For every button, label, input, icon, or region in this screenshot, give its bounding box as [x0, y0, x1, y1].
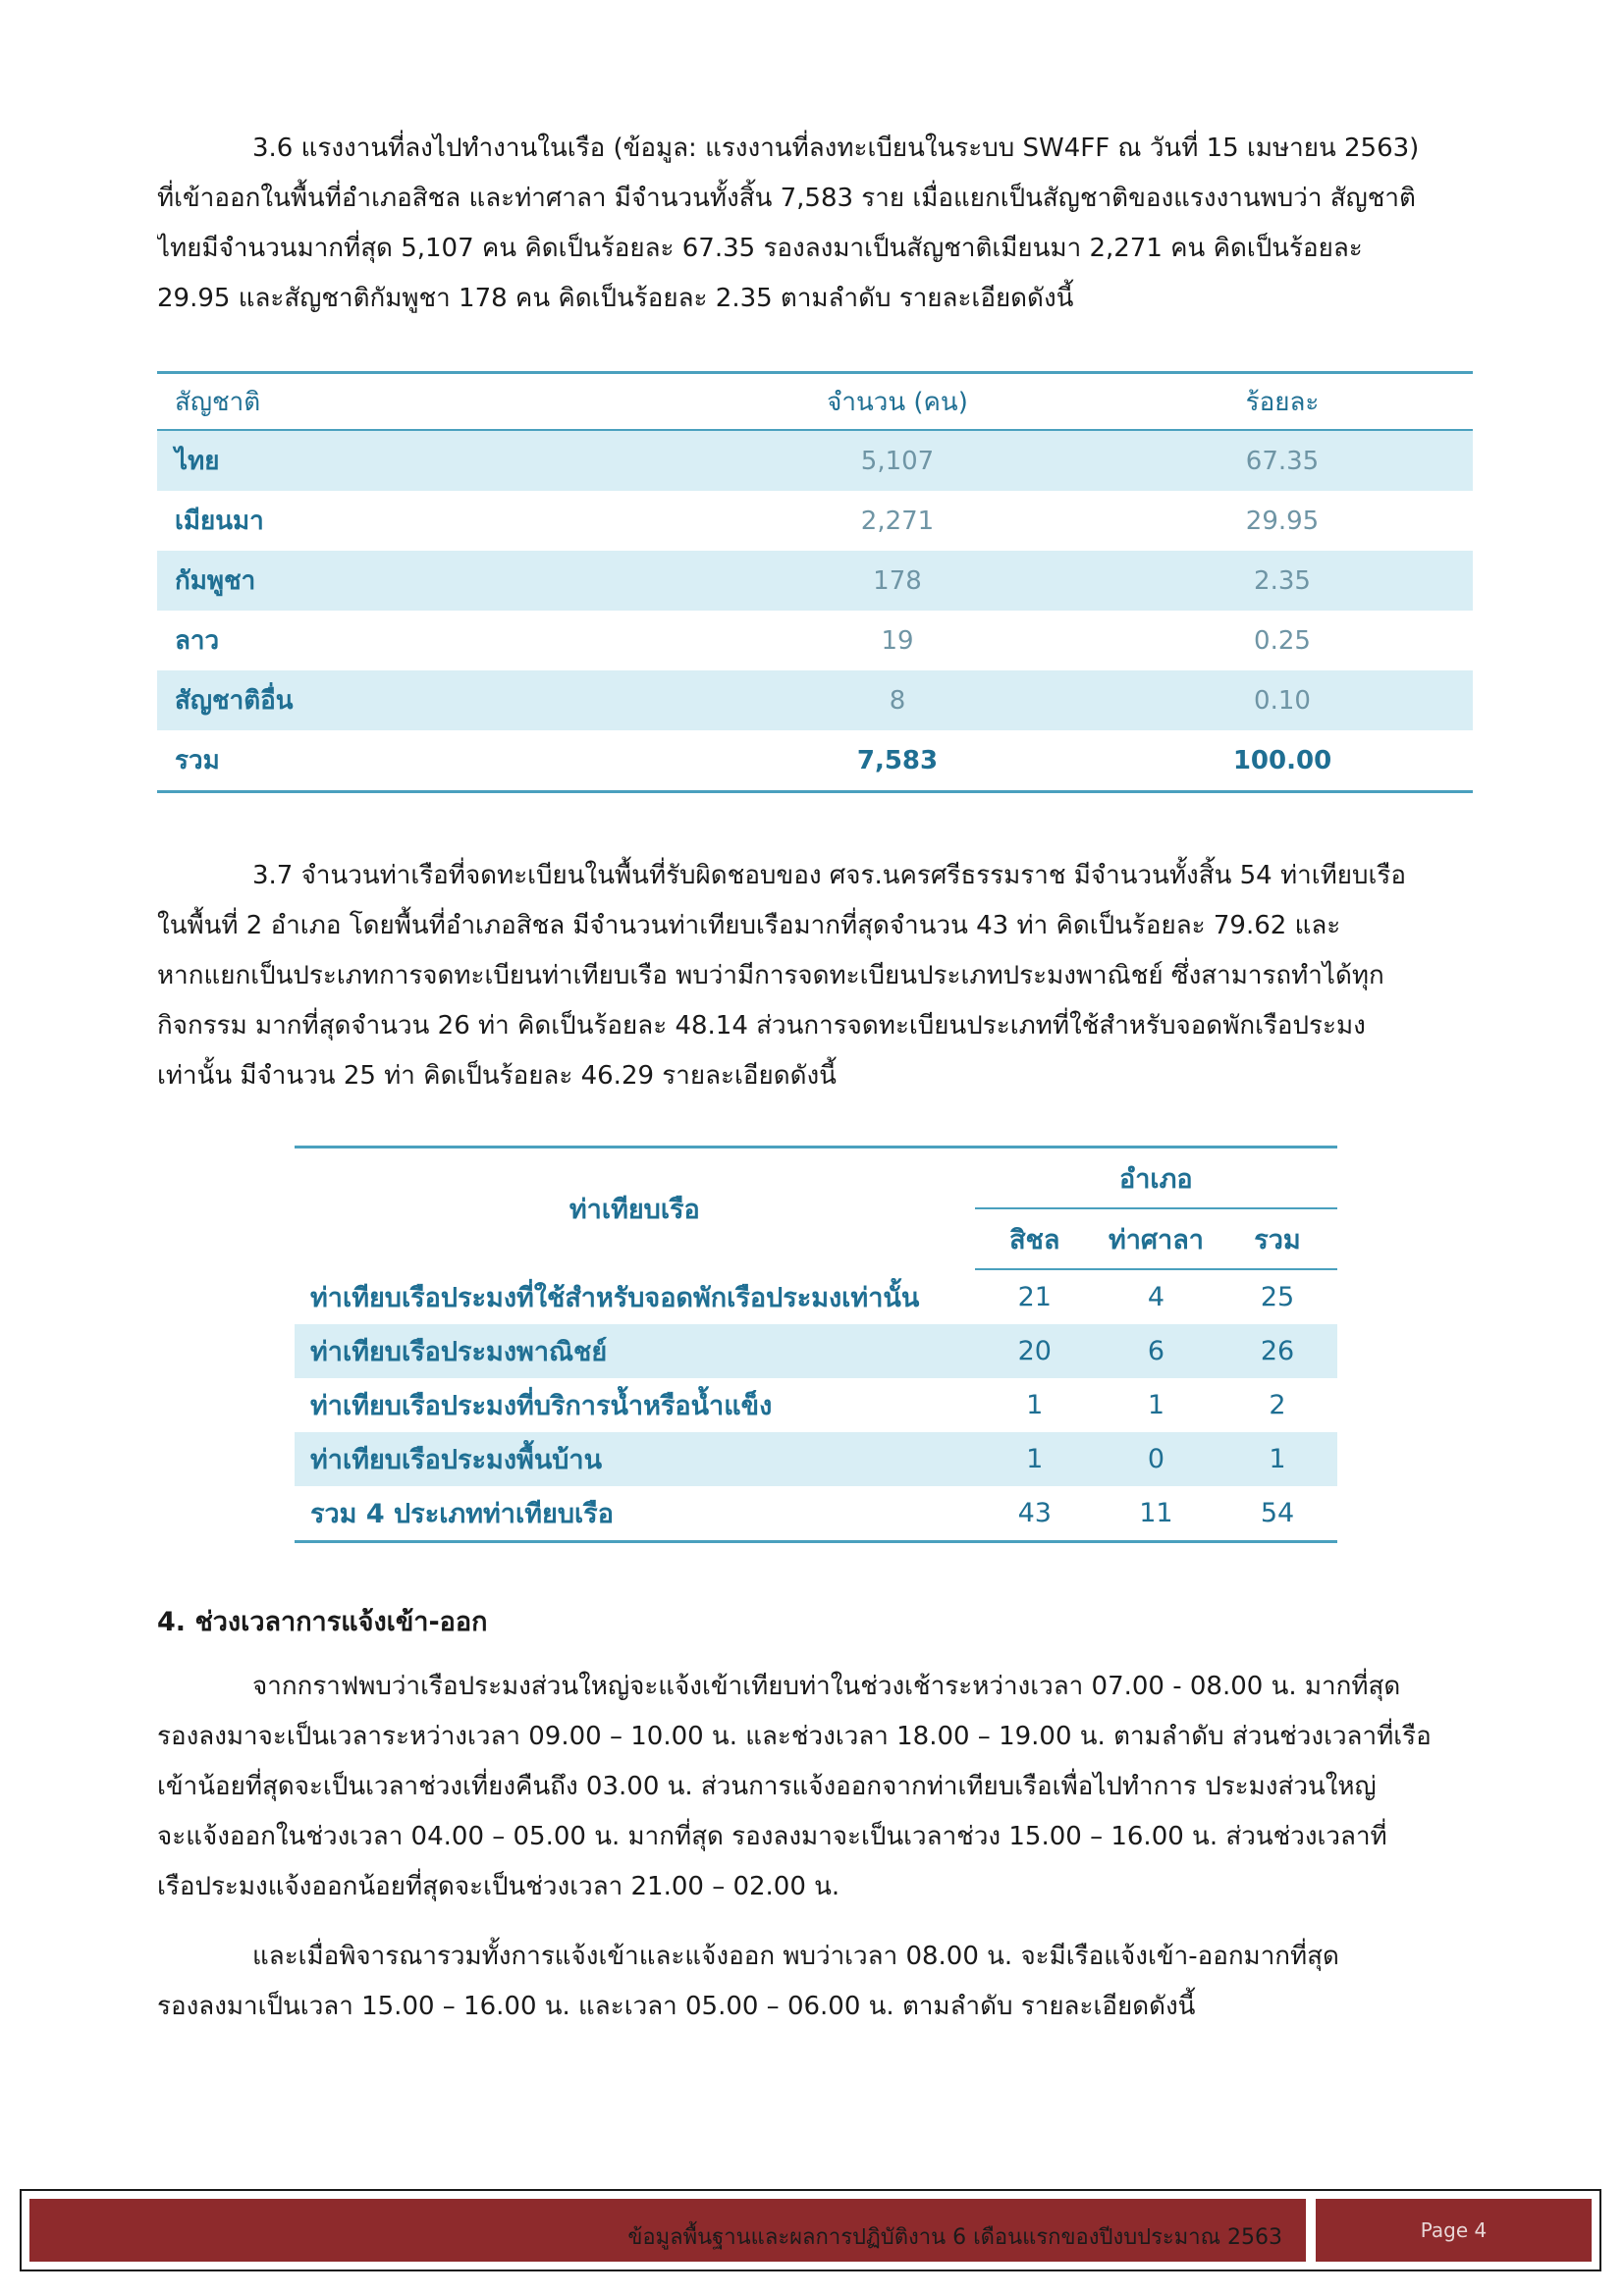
- table-row: [295, 1378, 1337, 1432]
- text-line: 3.6 แรงงานที่ลงไปทำงานในเรือ (ข้อมูล: แรงงานที่ลงทะเบียนในระบบ SW4FF ณ วันที่ 15 เมษายน 2563): [252, 133, 1420, 163]
- total-cell: 1: [1218, 1432, 1337, 1486]
- thasala-cell: 6: [1095, 1324, 1218, 1378]
- footer-title: ข้อมูลพื้นฐานและผลการปฏิบัติงาน 6 เดือนแรกของปีงบประมาณ 2563: [627, 2225, 1282, 2250]
- paragraph-3-7: [157, 851, 1473, 1101]
- text-line: 3.7 จำนวนท่าเรือที่จดทะเบียนในพื้นที่รับผิดชอบของ ศจร.นครศรีธรรมราช มีจำนวนทั้งสิ้น 54 ท่าเทียบเรือ: [252, 861, 1406, 890]
- table-total-row: [157, 730, 1473, 792]
- sichon-cell: 1: [1026, 1390, 1044, 1420]
- total-percent: 100.00: [1092, 730, 1473, 792]
- table-header-row: [157, 373, 1473, 431]
- pier-type-cell: รวม 4 ประเภทท่าเทียบเรือ: [295, 1486, 975, 1542]
- thasala-cell: 1: [1147, 1390, 1165, 1420]
- text-line: จะแจ้งออกในช่วงเวลา 04.00 – 05.00 น. มากที่สุด รองลงมาจะเป็นเวลาช่วง 15.00 – 16.00 น. ส่วนช่วงเวลาที่: [157, 1822, 1387, 1851]
- text-line: ในพื้นที่ 2 อำเภอ โดยพื้นที่อำเภอสิชล มีจำนวนท่าเทียบเรือมากที่สุดจำนวน 43 ท่า คิดเป็นร้อยละ 79.62 และ: [157, 911, 1341, 940]
- pier-type-cell: ท่าเทียบเรือประมงที่ใช้สำหรับจอดพักเรือประมงเท่านั้น: [310, 1282, 920, 1313]
- footer-banner: [29, 2199, 1306, 2262]
- percent-cell: 0.10: [1092, 670, 1473, 730]
- paragraph-3-6: [157, 124, 1473, 324]
- nationality-table: [157, 371, 1473, 793]
- pier-type-cell: ท่าเทียบเรือประมงพาณิชย์: [295, 1324, 975, 1378]
- footer-page-box: [1316, 2199, 1592, 2262]
- page-number: Page 4: [1420, 2218, 1488, 2242]
- nationality-cell: ไทย: [157, 430, 703, 491]
- text-line: 29.95 และสัญชาติกัมพูชา 178 คน คิดเป็นร้อยละ 2.35 ตามลำดับ รายละเอียดดังนี้: [157, 284, 1074, 313]
- sichon-cell: 20: [975, 1324, 1095, 1378]
- table-row: [295, 1269, 1337, 1324]
- table-row: [157, 551, 1473, 611]
- sichon-cell: 1: [975, 1432, 1095, 1486]
- table-row: [157, 430, 1473, 491]
- text-line: รองลงมาจะเป็นเวลาระหว่างเวลา 09.00 – 10.00 น. และช่วงเวลา 18.00 – 19.00 น. ตามลำดับ ส่วนช่วงเวลาที่เรือ: [157, 1722, 1432, 1751]
- total-count: 7,583: [703, 730, 1092, 792]
- count-cell: 5,107: [703, 430, 1092, 491]
- text-line: เรือประมงแจ้งออกน้อยที่สุดจะเป็นช่วงเวลา 21.00 – 02.00 น.: [157, 1872, 840, 1901]
- total-label: รวม: [157, 730, 703, 792]
- table-total-row: [295, 1486, 1337, 1542]
- text-line: ไทยมีจำนวนมากที่สุด 5,107 คน คิดเป็นร้อยละ 67.35 รองลงมาเป็นสัญชาติเมียนมา 2,271 คน คิดเป็นร้อยละ: [157, 234, 1363, 263]
- text-line: เข้าน้อยที่สุดจะเป็นเวลาช่วงเที่ยงคืนถึง 03.00 น. ส่วนการแจ้งออกจากท่าเทียบเรือเพื่อไปทำการ ประมงส่วนใหญ่: [157, 1772, 1377, 1801]
- nationality-cell: เมียนมา: [175, 507, 264, 536]
- column-header-total: รวม: [1218, 1208, 1337, 1269]
- text-line: หากแยกเป็นประเภทการจดทะเบียนท่าเทียบเรือ พบว่ามีการจดทะเบียนประเภทประมงพาณิชย์ ซึ่งสามารถทำได้ทุก: [157, 961, 1384, 990]
- text-line: เท่านั้น มีจำนวน 25 ท่า คิดเป็นร้อยละ 46.29 รายละเอียดดังนี้: [157, 1061, 837, 1091]
- nationality-cell: ลาว: [175, 626, 220, 656]
- text-line: ที่เข้าออกในพื้นที่อำเภอสิชล และท่าศาลา มีจำนวนทั้งสิ้น 7,583 ราย เมื่อแยกเป็นสัญชาติของแรงงานพบว่า สัญชาติ: [157, 184, 1416, 213]
- total-cell: 26: [1218, 1324, 1337, 1378]
- count-cell: 8: [703, 670, 1092, 730]
- total-cell: 25: [1260, 1282, 1295, 1312]
- total-cell: 2: [1269, 1390, 1286, 1420]
- table-row: [295, 1432, 1337, 1486]
- percent-cell: 2.35: [1092, 551, 1473, 611]
- pier-type-cell: ท่าเทียบเรือประมงที่บริการน้ำหรือน้ำแข็ง: [310, 1391, 773, 1421]
- thasala-cell: 11: [1095, 1486, 1218, 1542]
- column-header-nationality: สัญชาติ: [157, 373, 703, 431]
- text-line: จากกราฟพบว่าเรือประมงส่วนใหญ่จะแจ้งเข้าเทียบท่าในช่วงเช้าระหว่างเวลา 07.00 - 08.00 น. มากที่สุด: [252, 1672, 1401, 1701]
- text-line: รองลงมาเป็นเวลา 15.00 – 16.00 น. และเวลา 05.00 – 06.00 น. ตามลำดับ รายละเอียดดังนี้: [157, 1992, 1196, 2021]
- sichon-cell: 43: [975, 1486, 1095, 1542]
- table-header-row: [295, 1148, 1337, 1209]
- nationality-cell: สัญชาติอื่น: [157, 670, 703, 730]
- thasala-cell: 4: [1147, 1282, 1165, 1312]
- table-row: [157, 611, 1473, 670]
- count-cell: 19: [881, 625, 914, 656]
- column-header-percent: ร้อยละ: [1092, 373, 1473, 431]
- section-heading: 4. ช่วงเวลาการแจ้งเข้า-ออก: [157, 1607, 488, 1637]
- sichon-cell: 21: [1017, 1282, 1052, 1312]
- column-header-pier: ท่าเทียบเรือ: [295, 1148, 975, 1270]
- paragraph-4-1: [157, 1662, 1473, 1912]
- table-row: [157, 670, 1473, 730]
- table-row: [157, 491, 1473, 551]
- text-line: กิจกรรม มากที่สุดจำนวน 26 ท่า คิดเป็นร้อยละ 48.14 ส่วนการจดทะเบียนประเภทที่ใช้สำหรับจอดพักเรือประมง: [157, 1011, 1366, 1041]
- total-cell: 54: [1218, 1486, 1337, 1542]
- column-header-thasala: ท่าศาลา: [1095, 1208, 1218, 1269]
- column-header-district: อำเภอ: [975, 1148, 1337, 1209]
- percent-cell: 67.35: [1092, 430, 1473, 491]
- percent-cell: 29.95: [1245, 506, 1320, 536]
- thasala-cell: 0: [1095, 1432, 1218, 1486]
- count-cell: 178: [703, 551, 1092, 611]
- column-header-sichon: สิชล: [975, 1208, 1095, 1269]
- text-line: และเมื่อพิจารณารวมทั้งการแจ้งเข้าและแจ้งออก พบว่าเวลา 08.00 น. จะมีเรือแจ้งเข้า-ออกมากที่สุด: [252, 1942, 1339, 1971]
- column-header-count: จำนวน (คน): [703, 373, 1092, 431]
- pier-type-cell: ท่าเทียบเรือประมงพื้นบ้าน: [295, 1432, 975, 1486]
- count-cell: 2,271: [860, 506, 935, 536]
- paragraph-4-2: [157, 1932, 1473, 2032]
- nationality-cell: กัมพูชา: [157, 551, 703, 611]
- table-row: [295, 1324, 1337, 1378]
- pier-table: [295, 1146, 1337, 1543]
- percent-cell: 0.25: [1254, 625, 1311, 656]
